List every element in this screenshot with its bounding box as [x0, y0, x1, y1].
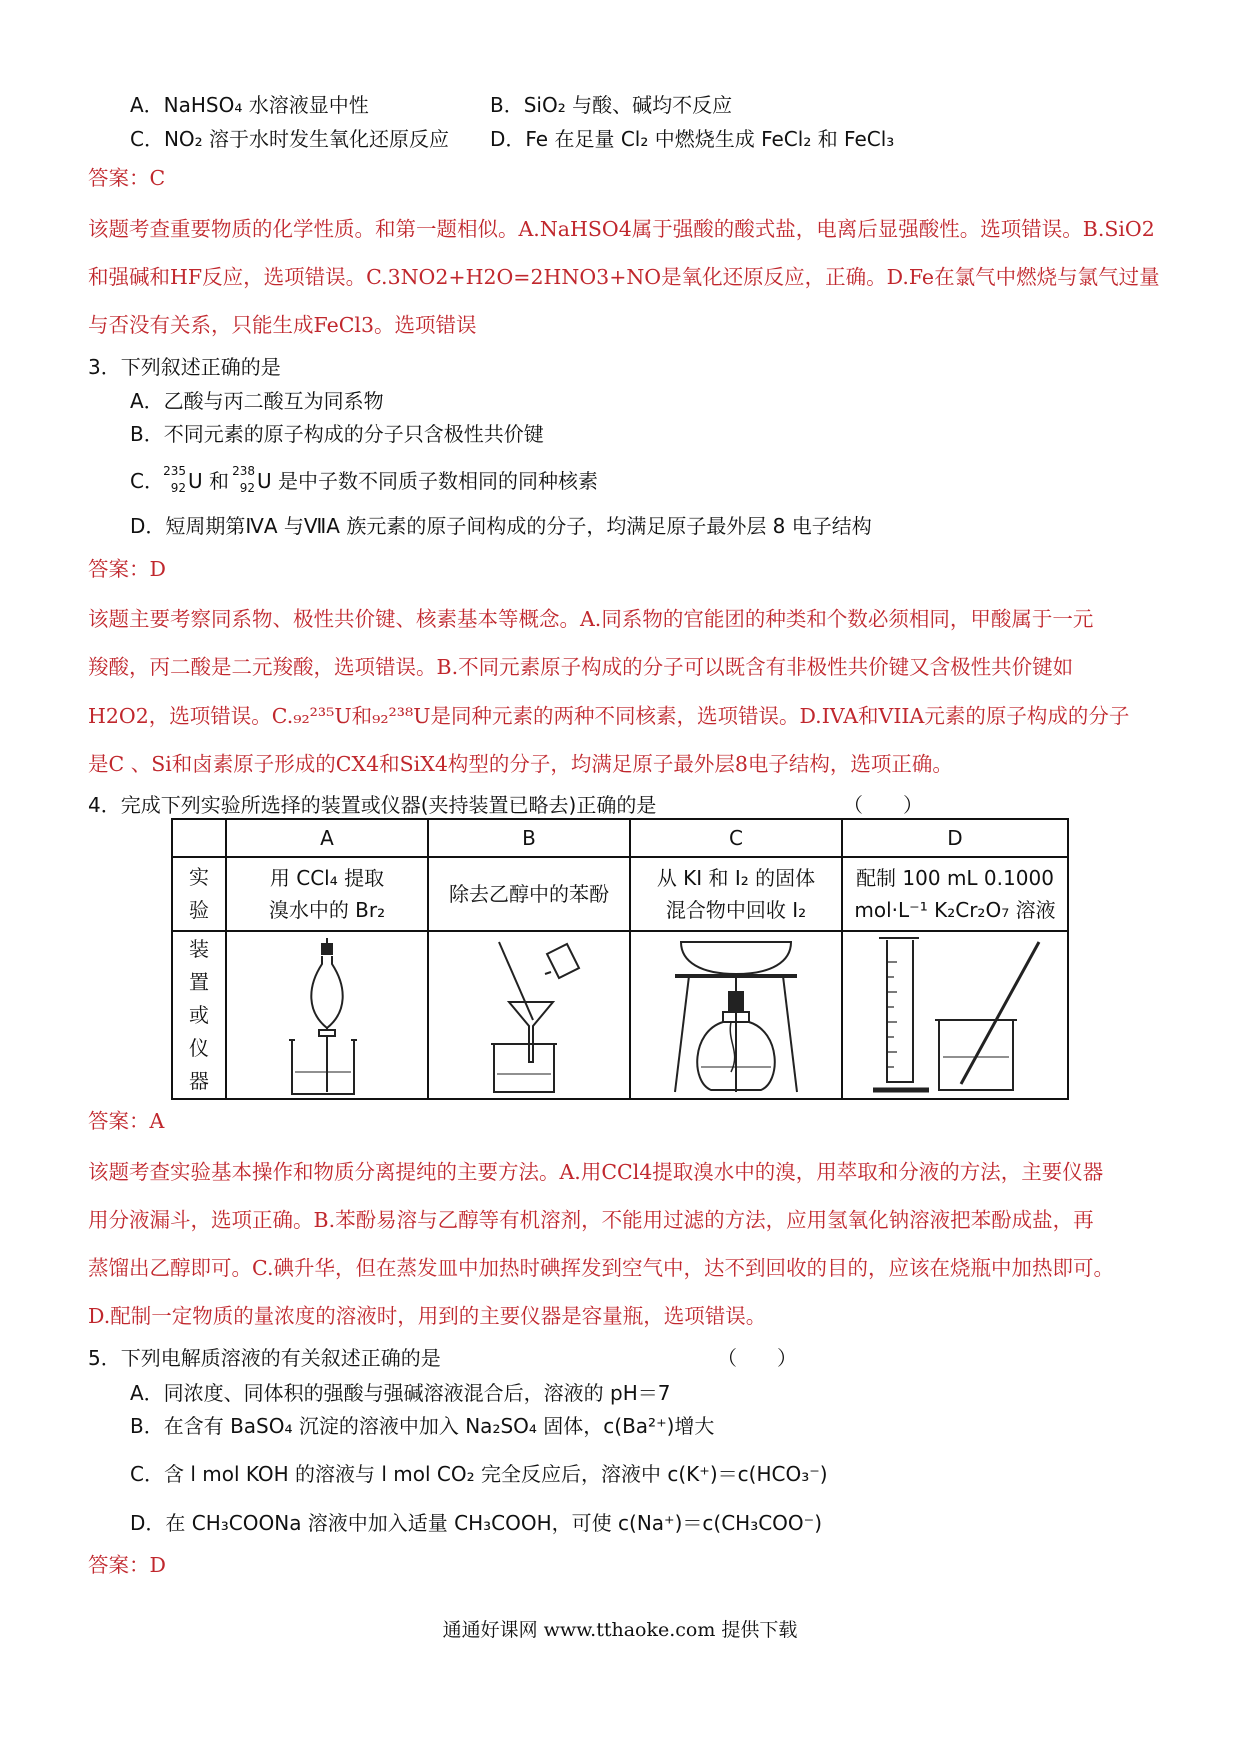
q2-option-c: C．NO₂ 溶于水时发生氧化还原反应: [130, 127, 450, 151]
q2-option-a: A．NaHSO₄ 水溶液显中性: [130, 93, 369, 117]
q2-option-b: B．SiO₂ 与酸、碱均不反应: [490, 93, 733, 117]
q3-explanation-line: H2O2，选项错误。C.₉₂²³⁵U和₉₂²³⁸U是同种元素的两种不同核素，选项错误。D.IVA和VIIA元素的原子构成的分子: [88, 704, 1130, 728]
row-label-apparatus: 装 置 或 仪 器: [172, 931, 226, 1099]
q3-option-c-prefix: C．: [130, 469, 164, 493]
q5-option-c: C．含 l mol KOH 的溶液与 l mol CO₂ 完全反应后，溶液中 c(K⁺)＝c(HCO₃⁻): [130, 1462, 828, 1486]
table-header-b: B: [428, 819, 630, 857]
table-header-d: D: [842, 819, 1068, 857]
q4-answer-paren: （ ）: [843, 793, 923, 817]
table-cell-experiment-c: 从 KI 和 I₂ 的固体 混合物中回收 I₂: [630, 857, 842, 931]
q4-stem: 4．完成下列实验所选择的装置或仪器(夹持装置已略去)正确的是: [88, 793, 657, 817]
q3-option-d: D．短周期第ⅣA 与ⅦA 族元素的原子间构成的分子，均满足原子最外层 8 电子结构: [130, 514, 872, 538]
q4-explanation-line: D.配制一定物质的量浓度的溶液时，用到的主要仪器是容量瓶，选项错误。: [88, 1304, 767, 1328]
q3-stem: 3．下列叙述正确的是: [88, 355, 281, 379]
table-cell-experiment-a: 用 CCl₄ 提取 溴水中的 Br₂: [226, 857, 428, 931]
q5-answer-paren: （ ）: [717, 1346, 797, 1370]
q3-explanation-line: 该题主要考察同系物、极性共价键、核素基本等概念。A.同系物的官能团的种类和个数必须相同，甲酸属于一元: [88, 607, 1094, 631]
q2-answer: 答案：C: [88, 166, 166, 190]
uranium-235-notation: 235 92: [163, 464, 186, 495]
table-corner: [172, 819, 226, 857]
separatory-funnel-diagram: [226, 931, 428, 1099]
q2-explanation-line: 该题考查重要物质的化学性质。和第一题相似。A.NaHSO4属于强酸的酸式盐，电离后显强酸性。选项错误。B.SiO2: [88, 217, 1155, 241]
q5-option-b: B．在含有 BaSO₄ 沉淀的溶液中加入 Na₂SO₄ 固体，c(Ba²⁺)增大: [130, 1414, 715, 1438]
q3-option-b: B．不同元素的原子构成的分子只含极性共价键: [130, 422, 544, 446]
uranium-238-notation: 238 92: [232, 464, 255, 495]
q3-explanation-line: 羧酸，丙二酸是二元羧酸，选项错误。B.不同元素原子构成的分子可以既含有非极性共价键又含极性共价键如: [88, 655, 1074, 679]
table-header-a: A: [226, 819, 428, 857]
q4-answer: 答案：A: [88, 1109, 165, 1133]
q2-explanation-line: 和强碱和HF反应，选项错误。C.3NO2+H2O=2HNO3+NO是氧化还原反应，正确。D.Fe在氯气中燃烧与氯气过量: [88, 265, 1160, 289]
q3-option-a: A．乙酸与丙二酸互为同系物: [130, 389, 384, 413]
q4-explanation-line: 用分液漏斗，选项正确。B.苯酚易溶与乙醇等有机溶剂，不能用过滤的方法，应用氢氧化钠溶液把苯酚成盐，再: [88, 1208, 1094, 1232]
q3-explanation-line: 是C 、Si和卤素原子形成的CX4和SiX4构型的分子，均满足原子最外层8电子结构，选项正确。: [88, 752, 953, 776]
q2-explanation-line: 与否没有关系，只能生成FeCl3。选项错误: [88, 313, 477, 337]
q5-answer: 答案：D: [88, 1553, 166, 1577]
row-label-experiment: 实 验: [172, 857, 226, 931]
filtration-diagram: [428, 931, 630, 1099]
q4-experiment-table: [171, 818, 1069, 1100]
graduated-cylinder-beaker-diagram: [842, 931, 1068, 1099]
evaporation-tripod-diagram: [630, 931, 842, 1099]
table-cell-experiment-d: 配制 100 mL 0.1000 mol·L⁻¹ K₂Cr₂O₇ 溶液: [842, 857, 1068, 931]
q5-stem: 5．下列电解质溶液的有关叙述正确的是: [88, 1346, 441, 1370]
q5-option-d: D．在 CH₃COONa 溶液中加入适量 CH₃COOH，可使 c(Na⁺)＝c(CH₃COO⁻): [130, 1511, 823, 1535]
q3-option-c-rest: U 是中子数不同质子数相同的同种核素: [256, 469, 598, 493]
page-footer: 通通好课网 www.tthaoke.com 提供下载: [442, 1619, 798, 1641]
q3-answer: 答案：D: [88, 557, 166, 581]
table-cell-experiment-b: 除去乙醇中的苯酚: [428, 857, 630, 931]
q2-option-d: D．Fe 在足量 Cl₂ 中燃烧生成 FeCl₂ 和 FeCl₃: [490, 127, 895, 151]
q4-explanation-line: 蒸馏出乙醇即可。C.碘升华，但在蒸发皿中加热时碘挥发到空气中，达不到回收的目的，应该在烧瓶中加热即可。: [88, 1256, 1114, 1280]
q3-option-c-mid: U 和: [187, 469, 229, 493]
table-header-c: C: [630, 819, 842, 857]
q4-explanation-line: 该题考查实验基本操作和物质分离提纯的主要方法。A.用CCl4提取溴水中的溴，用萃取和分液的方法，主要仪器: [88, 1160, 1104, 1184]
q3-option-c: [130, 464, 598, 495]
q5-option-a: A．同浓度、同体积的强酸与强碱溶液混合后，溶液的 pH＝7: [130, 1381, 671, 1405]
